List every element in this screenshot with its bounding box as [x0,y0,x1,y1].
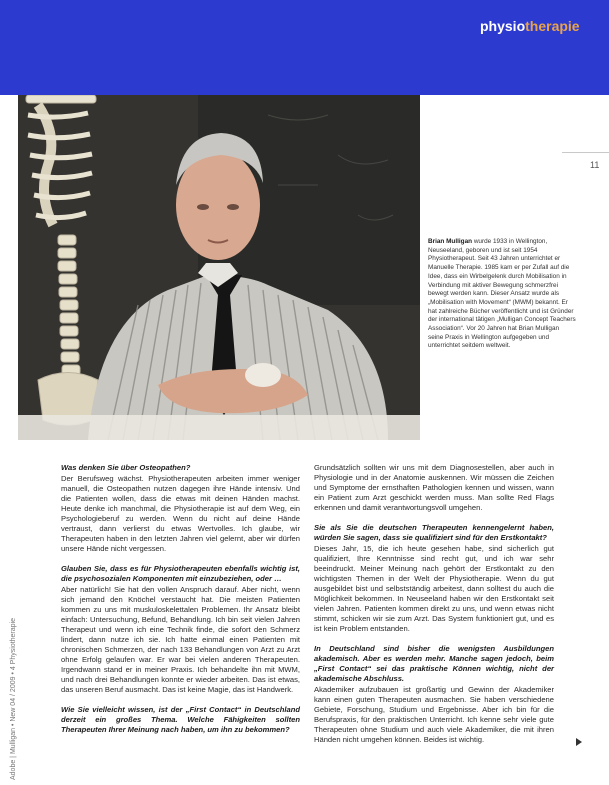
interview-question: Glauben Sie, dass es für Physiotherapeuten ebenfalls wichtig ist, die psychosozialen Komponenten mit einzubeziehen, oder … [61,564,300,583]
photo-caption [428,238,576,351]
caption-name: Brian Mulligan [428,238,473,245]
left-text-column [61,463,300,736]
section-label-part1: physio [480,18,526,34]
interview-answer: Akademiker aufzubauen ist großartig und Gewinn der Akademiker kann einen guten Therapeuten ausmachen. Sie haben verschiedene Gebiete, Forschung, Studium und Ergebnisse. Aber ich bin für die Berufspraxis, für den praktischen Unterricht. Ich kenne sehr viele gute Therapeuten ohne Studium und auch viele Akademiker, die mit ihren Händen nicht umgehen können. Beides ist wichtig. [314,685,554,744]
interview-answer: Dieses Jahr, 15, die ich heute gesehen habe, sind sicherlich gut qualifiziert, Ihre Kenntnisse sind recht gut, und ich war sehr beeindruckt. Meiner Meinung nach gehört der Erstkontakt zu den wichtigsten Themen in der Welt der Physiotherapie. Wenn du gut ausgebildet bist und selbstständig arbeitest, dann solltest du auch die Möglichkeit bekommen. In Neuseeland haben wir den Erstkontakt seit vielen Jahren. Patienten kommen direkt zu uns, und wenn etwas nicht stimmt, schicken wir sie zum Arzt. Das System funktioniert gut, und es ist kein Problem entstanden. [314,544,554,633]
section-label [480,18,580,34]
right-text-column [314,463,554,755]
continue-arrow-icon [576,738,582,746]
side-running-text-label: Adobe | Mulligan • New 04 / 2009 • 4 Physiotherapie [10,618,17,780]
interview-question: Was denken Sie über Osteopathen? [61,463,191,472]
interview-question: Sie als Sie die deutschen Therapeuten kennengelernt haben, würden Sie sagen, dass sie qualifiziert sind für den Erstkontakt? [314,523,554,542]
interview-answer: Grundsätzlich sollten wir uns mit dem Diagnosestellen, aber auch in Physiologie und in der Anatomie auskennen. Wir müssen die Zeichen und Symptome der ernsthaften Pathologien kennen und wissen, wann ein Patient zum Arzt geschickt werden muss. Man sollte Red Flags erkennen und damit verantwortungsvoll umgehen. [314,463,554,512]
side-running-text [10,600,24,780]
page-tab-line [562,152,609,153]
caption-text: wurde 1933 in Wellington, Neuseeland, geboren und ist seit 1954 Physiotherapeut. Seit 43 Jahren unterrichtet er Manuelle Therapie. 1985 kam er per Zufall auf die Idee, dass ein Wirbelgelenk durch Mobilisation in Verbindung mit aktiver Bewegung schmerzfrei bewegt werden kann. Dieser Ansatz wurde als „Mobilisation with Movement“ (MWM) bekannt. Er hat zahlreiche Bücher veröffentlicht und ist Gründer der international tätigen „Mulligan Concept Teachers Association“. Vor 20 Jahren hat Brian Mulligan seine Praxis in Wellington aufgegeben und unterrichtet seitdem weltweit. [428,238,576,350]
interview-question: In Deutschland sind bisher die wenigsten Ausbildungen akademisch. Aber es werden mehr. Manche sagen jedoch, beim „First Contact“ sei das praktische Können wichtig, nicht der akademische Abschluss. [314,644,554,683]
page-number: 11 [590,160,600,170]
caption-column [420,95,609,440]
section-label-part2: therapie [525,18,580,34]
interview-question: Wie Sie vielleicht wissen, ist der „First Contact“ in Deutschland derzeit ein großes Thema. Welche Fähigkeiten sollten Therapeuten Ihrer Meinung nach haben, um ihn zu bekommen? [61,705,300,734]
interview-answer: Der Berufsweg wächst. Physiotherapeuten arbeiten immer weniger manuell, die Osteopathen nutzen dagegen ihre Hände intensiv. Und die Patienten wollen, dass die etwas mit deinen Händen machst. Heute denke ich manchmal, die Physiotherapie ist auf dem Weg, ein Psychologieberuf zu werden. Wenn du nicht auf deine Hände vertraust, dann verlierst du etwas Wertvolles. Ich glaube, wir Therapeuten haben in den letzten Jahren viel gelernt, aber wir dürfen unsere Hände nicht vergessen. [61,474,300,553]
portrait-photo [18,95,420,440]
header-band [0,0,609,95]
portrait-illustration [18,95,420,440]
interview-answer: Aber natürlich! Sie hat den vollen Anspruch darauf. Aber nicht, wenn sich jemand den Knöchel verstaucht hat. Die meisten Patienten kommen zu uns mit muskuloskelettalen Problemen. Ihr Ansatz bleibt einfach: Untersuchung, Befund, Behandlung. Ich bin seit vielen Jahren Therapeut und wenn ich eine Technik finde, die sofort den Schmerz lindert, dann nutze ich sie. Ich hatte einmal einen Patienten mit chronischen Schmerzen, der nach 133 Behandlungen von Arzt zu Arzt ohne Erfolg gelaufen war. Er war bei vielen anderen Therapeuten. Irgendwann stand er in meiner Praxis. Ich behandelte ihn mit MWM, und nach drei Behandlungen konnte er wieder arbeiten. Das ist etwas, das unseren Beruf ausmacht. Das ist keine Magie, das ist Handwerk. [61,585,300,694]
